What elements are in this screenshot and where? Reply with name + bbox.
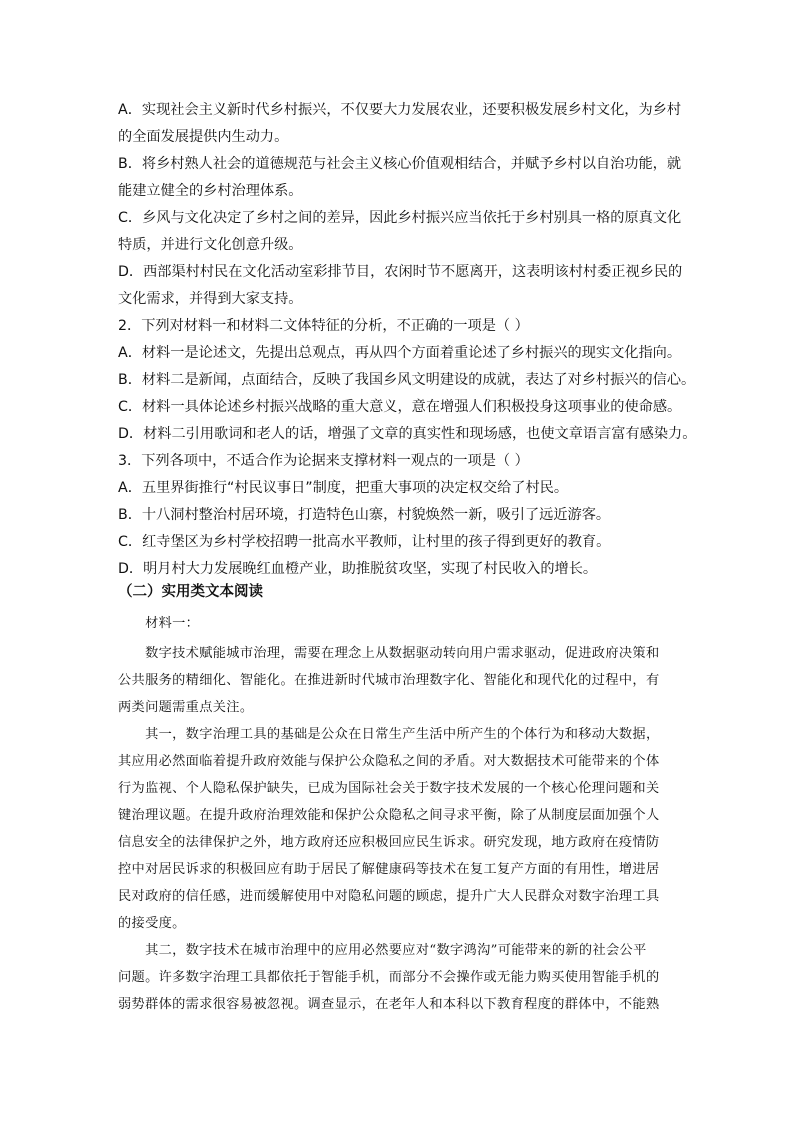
text-line: B．材料二是新闻，点面结合，反映了我国乡风文明建设的成就，表达了对乡村振兴的信心。 — [118, 372, 696, 388]
section-title: （二）实用类文本阅读 — [118, 584, 263, 600]
text-line: D．西部渠村村民在文化活动室彩排节目，农闲时节不愿离开，这表明该村村委正视乡民的 — [118, 264, 683, 280]
text-line: 信息安全的法律保护之外，地方政府还应积极回应民生诉求。研究发现，地方政府在疫情防 — [118, 835, 660, 850]
text-line: 键治理议题。在提升政府治理效能和保护公众隐私之间寻求平衡，除了从制度层面加强个人 — [118, 808, 660, 823]
text-line: 民对政府的信任感，进而缓解使用中对隐私问题的顾虑，提升广大人民群众对数字治理工具 — [118, 889, 660, 904]
text-line: 问题。许多数字治理工具都依托于智能手机，而部分不会操作或无能力购买使用智能手机的 — [118, 970, 660, 985]
text-line: 行为监视、个人隐私保护缺失，已成为国际社会关于数字技术发展的一个核心伦理问题和关 — [118, 781, 660, 796]
text-line: A．实现社会主义新时代乡村振兴，不仅要大力发展农业，还要积极发展乡村文化，为乡村 — [118, 102, 682, 118]
text-line: 的全面发展提供内生动力。 — [118, 129, 289, 145]
text-line: A．五里界街推行“村民议事日”制度，把重大事项的决定权交给了村民。 — [118, 480, 569, 496]
text-line: 能建立健全的乡村治理体系。 — [118, 183, 303, 199]
text-line: C．红寺堡区为乡村学校招聘一批高水平教师，让村里的孩子得到更好的教育。 — [118, 534, 611, 550]
text-line: 文化需求，并得到大家支持。 — [118, 291, 303, 307]
material-label: 材料一： — [118, 616, 200, 631]
text-line: 特质，并进行文化创意升级。 — [118, 237, 303, 253]
text-line: A．材料一是论述文，先提出总观点，再从四个方面着重论述了乡村振兴的现实文化指向。 — [118, 345, 682, 361]
question-3-stem: 3．下列各项中，不适合作为论据来支撑材料一观点的一项是（ ） — [118, 453, 529, 469]
text-line: 公共服务的精细化、智能化。在推进新时代城市治理数字化、智能化和现代化的过程中，有 — [118, 673, 660, 688]
text-line: 弱势群体的需求很容易被忽视。调查显示，在老年人和本科以下教育程度的群体中，不能熟 — [118, 997, 660, 1012]
text-line: C．材料一具体论述乡村振兴战略的重大意义，意在增强人们积极投身这项事业的使命感。 — [118, 399, 682, 415]
text-line: 数字技术赋能城市治理，需要在理念上从数据驱动转向用户需求驱动，促进政府决策和 — [118, 646, 660, 661]
text-line: B．十八洞村整治村居环境，打造特色山寨，村貌焕然一新，吸引了远近游客。 — [118, 507, 611, 523]
text-line: B．将乡村熟人社会的道德规范与社会主义核心价值观相结合，并赋予乡村以自治功能，就 — [118, 156, 682, 172]
text-line: 其二，数字技术在城市治理中的应用必然要应对“数字鸿沟”可能带来的新的社会公平 — [118, 943, 647, 958]
text-line: D．明月村大力发展晚红血橙产业，助推脱贫攻坚，实现了村民收入的增长。 — [118, 561, 598, 577]
text-line: 控中对居民诉求的积极回应有助于居民了解健康码等技术在复工复产方面的有用性，增进居 — [118, 862, 660, 877]
text-line: 其应用必然面临着提升政府效能与保护公众隐私之间的矛盾。对大数据技术可能带来的个体 — [118, 754, 660, 769]
question-2-stem: 2．下列对材料一和材料二文体特征的分析，不正确的一项是（ ） — [118, 318, 529, 334]
text-line: C．乡风与文化决定了乡村之间的差异，因此乡村振兴应当依托于乡村别具一格的原真文化 — [118, 210, 682, 226]
options-block-1 — [118, 97, 697, 583]
text-line: D．材料二引用歌词和老人的话，增强了文章的真实性和现场感，也使文章语言富有感染力。 — [118, 426, 697, 442]
text-line: 两类问题需重点关注。 — [118, 700, 254, 715]
material-passage — [118, 612, 678, 1018]
text-line: 其一，数字治理工具的基础是公众在日常生产生活中所产生的个体行为和移动大数据， — [118, 727, 660, 742]
text-line: 的接受度。 — [118, 916, 186, 931]
